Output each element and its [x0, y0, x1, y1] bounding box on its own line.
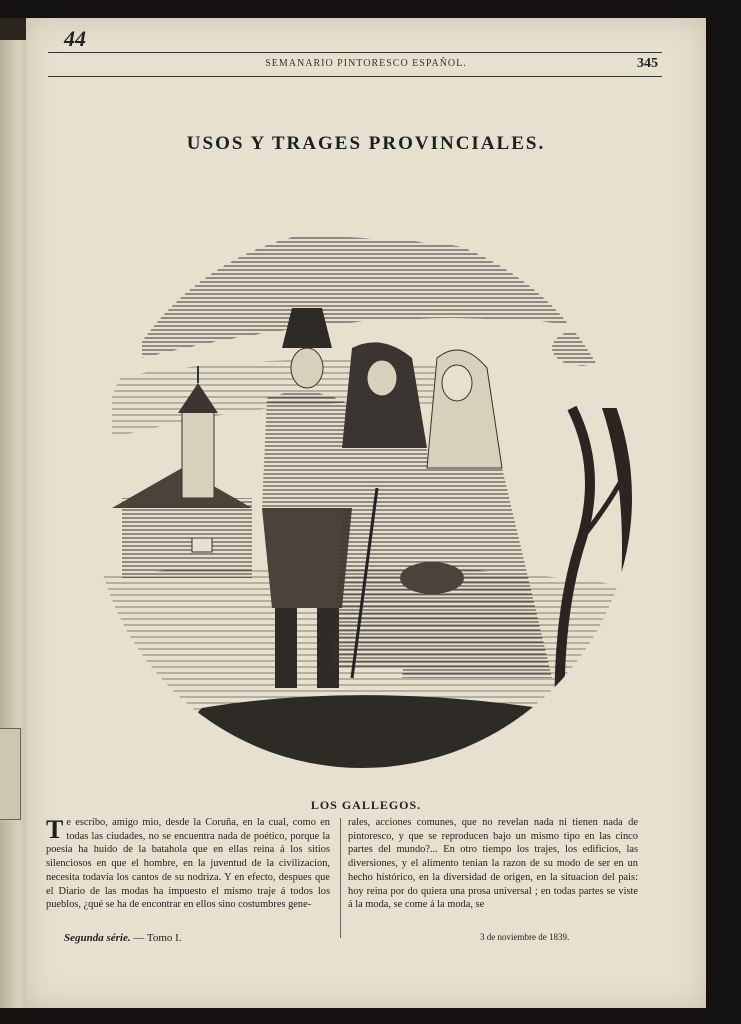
header-rule-bottom [48, 76, 662, 77]
running-head: SEMANARIO PINTORESCO ESPAÑOL. [265, 58, 467, 69]
previous-page-ornament [0, 728, 21, 820]
drop-cap: T [46, 815, 64, 844]
tome-label: — Tomo I. [133, 932, 182, 944]
header-rule-top [48, 52, 662, 53]
newspaper-page [26, 18, 706, 1008]
issue-date: 3 de noviembre de 1839. [480, 932, 570, 942]
column-divider [340, 818, 341, 938]
body-text-left: e escribo, amigo mio, desde la Coruña, en la cual, como en todas las ciudades, no se encuentra nada de poético, porque la poesía ha huido de la batahola que en ellas reina á los sitios silenciosos en que el hombre, en la juventud de la civilizacion, necesita todavía los cantos de su nodriza. Y en efecto, despues que el Diario de las modas ha impuesto el mismo traje á todos los pueblos, ¿qué se ha de encontrar en ellos sino costumbres gene- [46, 817, 330, 911]
body-column-left [46, 816, 330, 912]
page-number: 345 [637, 56, 658, 71]
illustration-caption: LOS GALLEGOS. [310, 798, 422, 812]
series-label: Segunda série. [64, 932, 131, 944]
body-column-right [348, 816, 638, 912]
previous-page-edge [0, 18, 26, 1008]
woodcut-illustration [82, 208, 642, 768]
folio-number: 44 [64, 26, 86, 51]
body-text-right: rales, acciones comunes, que no revelan nada ni tienen nada de pintoresco, y que se reproducen bajo un mismo tipo en las cinco partes del mundo?... En otro tiempo los trajes, los edificios, las diversiones, y el alimento tenian la razon de su modo de ser en un hecho histórico, en la diversidad de origen, en la situacion del pais: hoy reina por do quiera una prosa universal ; en todas partes se viste á la moda, se come á la moda, se [348, 817, 638, 911]
series-note [64, 932, 182, 944]
fruit-basket [400, 562, 464, 594]
article-title: USOS Y TRAGES PROVINCIALES. [186, 133, 546, 154]
